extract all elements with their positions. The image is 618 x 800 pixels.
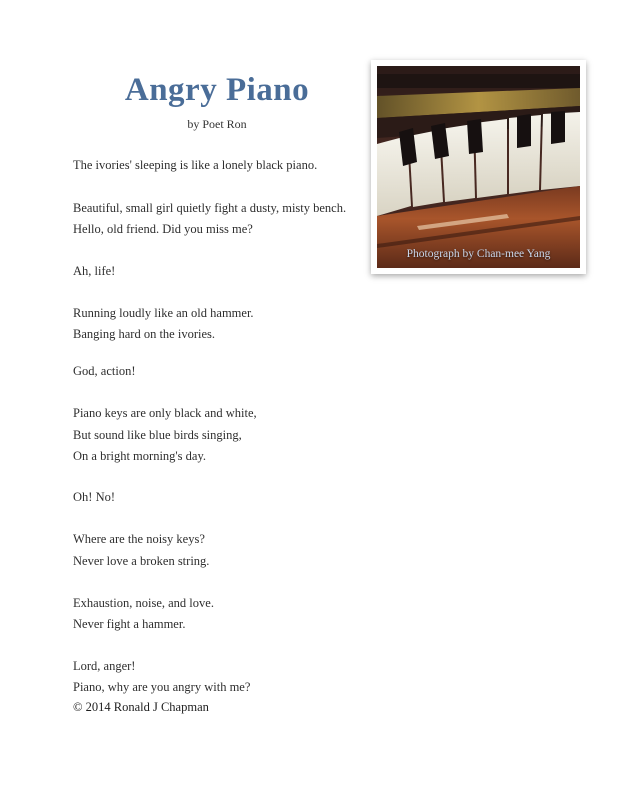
poem-line: Exhaustion, noise, and love.	[73, 596, 214, 610]
poem-line: Never love a broken string.	[73, 554, 210, 568]
poem-line: Running loudly like an old hammer.	[73, 306, 254, 320]
poem-line: Hello, old friend. Did you miss me?	[73, 222, 253, 236]
poem-line: Lord, anger!	[73, 659, 136, 673]
poem-line: On a bright morning's day.	[73, 449, 207, 463]
poem-line: The ivories' sleeping is like a lonely black piano.	[73, 158, 318, 172]
piano-keys-illustration	[377, 66, 580, 268]
poem-line: Never fight a hammer.	[73, 617, 186, 631]
poem-line: Piano keys are only black and white,	[73, 406, 257, 420]
poem-line: Oh! No!	[73, 490, 116, 504]
poem-line: Banging hard on the ivories.	[73, 327, 215, 341]
copyright-notice: © 2014 Ronald J Chapman	[73, 700, 209, 714]
piano-photo-frame	[371, 60, 586, 274]
poem-line: God, action!	[73, 364, 136, 378]
poem-title: Angry Piano	[124, 72, 310, 108]
poem-line: Piano, why are you angry with me?	[73, 680, 251, 694]
poem-line: Where are the noisy keys?	[73, 532, 205, 546]
poem-line: Beautiful, small girl quietly fight a dusty, misty bench.	[73, 201, 347, 215]
poem-line: Ah, life!	[73, 264, 116, 278]
piano-photo	[377, 66, 580, 268]
photo-caption: Photograph by Chan-mee Yang	[406, 248, 551, 260]
poem-line: But sound like blue birds singing,	[73, 428, 242, 442]
poem-byline: by Poet Ron	[187, 117, 247, 131]
